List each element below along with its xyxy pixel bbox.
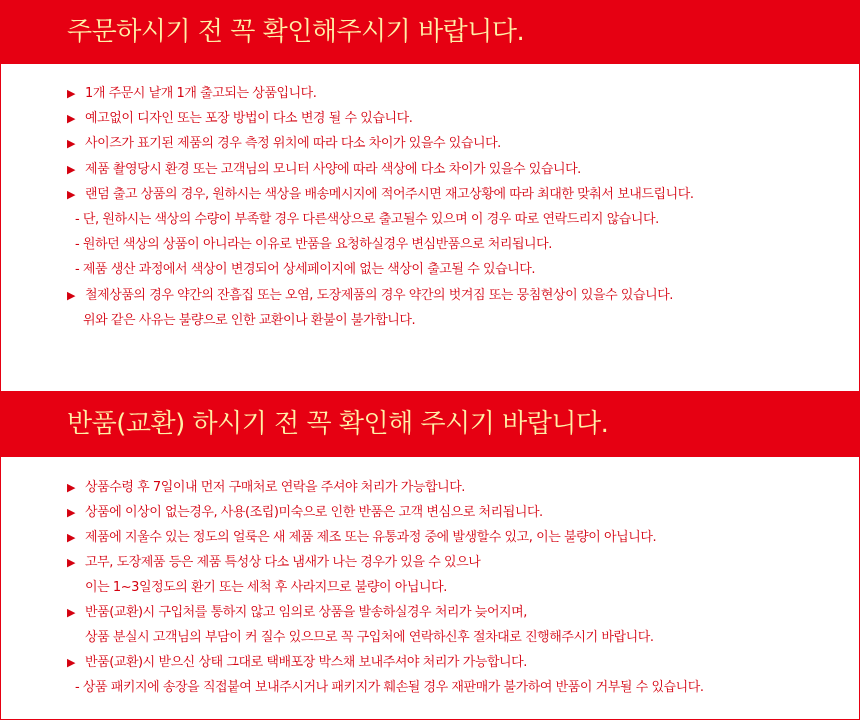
notice-item <box>1 475 859 500</box>
triangle-bullet-icon: ▶ <box>67 137 76 151</box>
notice-text: 랜덤 출고 상품의 경우, 원하시는 색상을 배송메시지에 적어주시면 재고상황에 따라 최대한 맞춰서 보내드립니다. <box>85 186 694 202</box>
notice-text: 제품 촬영당시 환경 또는 고객님의 모니터 사양에 따라 색상에 다소 차이가 있을수 있습니다. <box>85 161 581 177</box>
order-notice-list <box>1 81 859 333</box>
triangle-bullet-icon: ▶ <box>67 481 76 494</box>
notice-item <box>1 106 859 131</box>
notice-subitem <box>1 675 859 700</box>
notice-text: - 제품 생산 과정에서 색상이 변경되어 상세페이지에 없는 색상이 출고될 수 있습니다. <box>75 262 536 278</box>
notice-continuation <box>1 308 859 333</box>
order-notice-title: 주문하시기 전 꼭 확인해주시기 바랍니다. <box>1 1 859 64</box>
triangle-bullet-icon: ▶ <box>67 87 76 100</box>
notice-text: 1개 주문시 낱개 1개 출고되는 상품입니다. <box>85 86 317 101</box>
notice-continuation <box>1 625 859 650</box>
notice-subitem <box>1 257 859 282</box>
notice-text: 제품에 지울수 있는 정도의 얼룩은 새 제품 제조 또는 유통과정 중에 발생할수 있고, 이는 불량이 아닙니다. <box>85 530 657 545</box>
notice-text: 이는 1~3일정도의 환기 또는 세척 후 사라지므로 불량이 아닙니다. <box>85 580 447 595</box>
triangle-bullet-icon: ▶ <box>67 531 76 544</box>
notice-text: 사이즈가 표기된 제품의 경우 측정 위치에 따라 다소 차이가 있을수 있습니다. <box>85 136 501 152</box>
notice-text: 반품(교환)시 구입처를 통하지 않고 임의로 상품을 발송하실경우 처리가 늦어지며, <box>85 605 527 620</box>
triangle-bullet-icon: ▶ <box>67 506 76 519</box>
triangle-bullet-icon: ▶ <box>67 656 76 669</box>
notice-text: 상품수령 후 7일이내 먼저 구매처로 연락을 주셔야 처리가 가능합니다. <box>85 480 465 495</box>
notice-text: 철제상품의 경우 약간의 잔흠집 또는 오염, 도장제품의 경우 약간의 벗겨짐 또는 뭉침현상이 있을수 있습니다. <box>85 287 673 303</box>
notice-item <box>1 283 859 308</box>
notice-text: 예고없이 디자인 또는 포장 방법이 다소 변경 될 수 있습니다. <box>85 111 413 127</box>
notice-continuation <box>1 575 859 600</box>
notice-subitem <box>1 207 859 232</box>
triangle-bullet-icon: ▶ <box>67 288 76 302</box>
triangle-bullet-icon: ▶ <box>67 187 76 201</box>
triangle-bullet-icon: ▶ <box>67 556 76 569</box>
notice-item <box>1 525 859 550</box>
notice-text: - 단, 원하시는 색상의 수량이 부족할 경우 다른색상으로 출고될수 있으며 이 경우 따로 연락드리지 않습니다. <box>75 211 659 227</box>
notice-item <box>1 550 859 575</box>
return-notice-title: 반품(교환) 하시기 전 꼭 확인해 주시기 바랍니다. <box>1 393 859 457</box>
return-notice-list <box>1 475 859 700</box>
notice-item <box>1 182 859 207</box>
notice-item <box>1 600 859 625</box>
triangle-bullet-icon: ▶ <box>67 606 76 619</box>
triangle-bullet-icon: ▶ <box>67 162 76 176</box>
notice-text: - 상품 패키지에 송장을 직접붙여 보내주시거나 패키지가 훼손될 경우 재판매가 불가하여 반품이 거부될 수 있습니다. <box>75 680 704 695</box>
notice-item <box>1 131 859 156</box>
notice-text: 상품 분실시 고객님의 부담이 커 질수 있으므로 꼭 구입처에 연락하신후 절차대로 진행해주시기 바랍니다. <box>85 630 654 645</box>
notice-text: 고무, 도장제품 등은 제품 특성상 다소 냄새가 나는 경우가 있을 수 있으나 <box>85 555 481 570</box>
notice-subitem <box>1 232 859 257</box>
notice-item <box>1 650 859 675</box>
triangle-bullet-icon: ▶ <box>67 112 76 126</box>
notice-text: 상품에 이상이 없는경우, 사용(조립)미숙으로 인한 반품은 고객 변심으로 처리됩니다. <box>85 505 543 520</box>
notice-text: 반품(교환)시 받으신 상태 그대로 택배포장 박스채 보내주셔야 처리가 가능합니다. <box>85 655 527 670</box>
notice-text: 위와 같은 사유는 불량으로 인한 교환이나 환불이 불가합니다. <box>83 312 416 328</box>
notice-item <box>1 500 859 525</box>
notice-item <box>1 81 859 106</box>
notice-item <box>1 157 859 182</box>
return-notice-section <box>0 392 860 720</box>
notice-text: - 원하던 색상의 상품이 아니라는 이유로 반품을 요청하실경우 변심반품으로 처리됩니다. <box>75 237 552 253</box>
